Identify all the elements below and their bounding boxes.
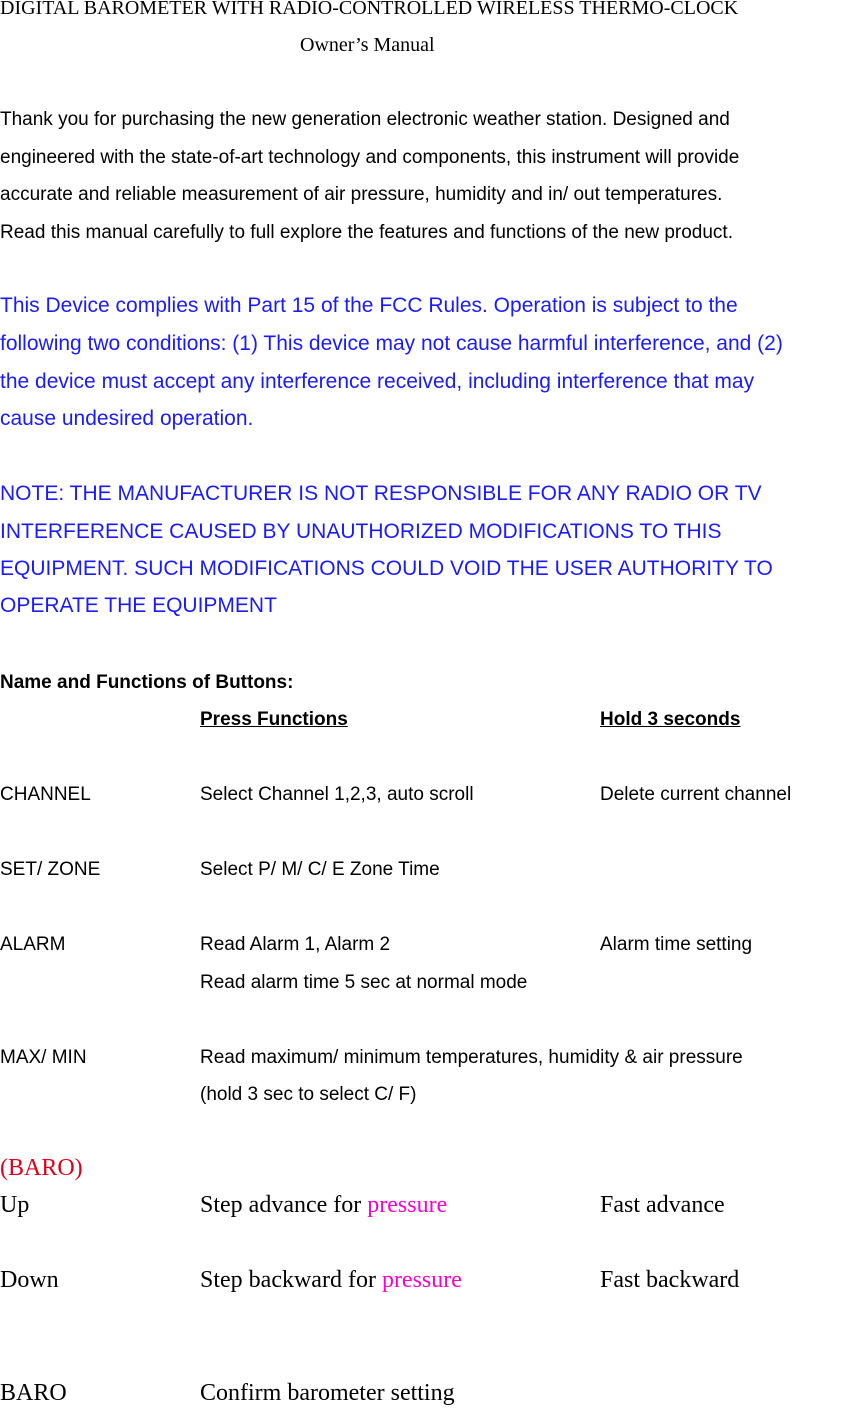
button-name: SET/ ZONE [0, 859, 101, 880]
press-function: Select Channel 1,2,3, auto scroll [200, 784, 474, 805]
button-name: ALARM [0, 934, 66, 955]
hold-function: Delete current channel [600, 784, 792, 805]
button-name: BARO [0, 1380, 67, 1406]
button-name: Up [0, 1192, 30, 1218]
press-function: Confirm barometer setting [200, 1380, 455, 1406]
fcc-line: cause undesired operation. [0, 407, 254, 430]
fcc-line: the device must accept any interference received, including interference that may [0, 370, 755, 393]
press-function-detail: Read alarm time 5 sec at normal mode [200, 972, 528, 993]
button-name: CHANNEL [0, 784, 91, 805]
press-function-detail: (hold 3 sec to select C/ F) [200, 1084, 417, 1105]
hold-function: Fast advance [600, 1192, 725, 1218]
button-name: Down [0, 1267, 59, 1293]
press-function: Select P/ M/ C/ E Zone Time [200, 859, 440, 880]
press-function: Read maximum/ minimum temperatures, humidity & air pressure [200, 1047, 743, 1068]
press-text: Step backward for [200, 1267, 382, 1293]
intro-line: accurate and reliable measurement of air pressure, humidity and in/ out temperatures. [0, 184, 723, 205]
intro-line: engineered with the state-of-art technology and components, this instrument will provide [0, 147, 740, 168]
note-line: EQUIPMENT. SUCH MODIFICATIONS COULD VOID THE USER AUTHORITY TO [0, 557, 773, 580]
intro-line: Read this manual carefully to full explore the features and functions of the new product. [0, 222, 733, 243]
note-line: INTERFERENCE CAUSED BY UNAUTHORIZED MODIFICATIONS TO THIS [0, 520, 722, 543]
document-title: DIGITAL BAROMETER WITH RADIO-CONTROLLED WIRELESS THERMO-CLOCK [0, 0, 739, 19]
hold-function: Fast backward [600, 1267, 740, 1293]
document-subtitle: Owner’s Manual [300, 34, 435, 56]
note-line: OPERATE THE EQUIPMENT [0, 594, 277, 617]
column-header-press: Press Functions [200, 709, 348, 730]
pressure-highlight: pressure [367, 1192, 448, 1218]
fcc-line: following two conditions: (1) This device may not cause harmful interference, and (2) [0, 332, 783, 355]
intro-line: Thank you for purchasing the new generation electronic weather station. Designed and [0, 109, 730, 130]
press-function [200, 1192, 447, 1219]
button-name: MAX/ MIN [0, 1047, 87, 1068]
press-text: Step advance for [200, 1192, 368, 1218]
note-line: NOTE: THE MANUFACTURER IS NOT RESPONSIBLE FOR ANY RADIO OR TV [0, 482, 762, 505]
fcc-line: This Device complies with Part 15 of the FCC Rules. Operation is subject to the [0, 294, 738, 317]
press-function [200, 1267, 462, 1294]
hold-function: Alarm time setting [600, 934, 753, 955]
buttons-heading: Name and Functions of Buttons: [0, 672, 294, 693]
baro-label: (BARO) [0, 1155, 83, 1181]
pressure-highlight: pressure [381, 1267, 462, 1293]
column-header-hold: Hold 3 seconds [600, 709, 741, 730]
press-function: Read Alarm 1, Alarm 2 [200, 934, 391, 955]
